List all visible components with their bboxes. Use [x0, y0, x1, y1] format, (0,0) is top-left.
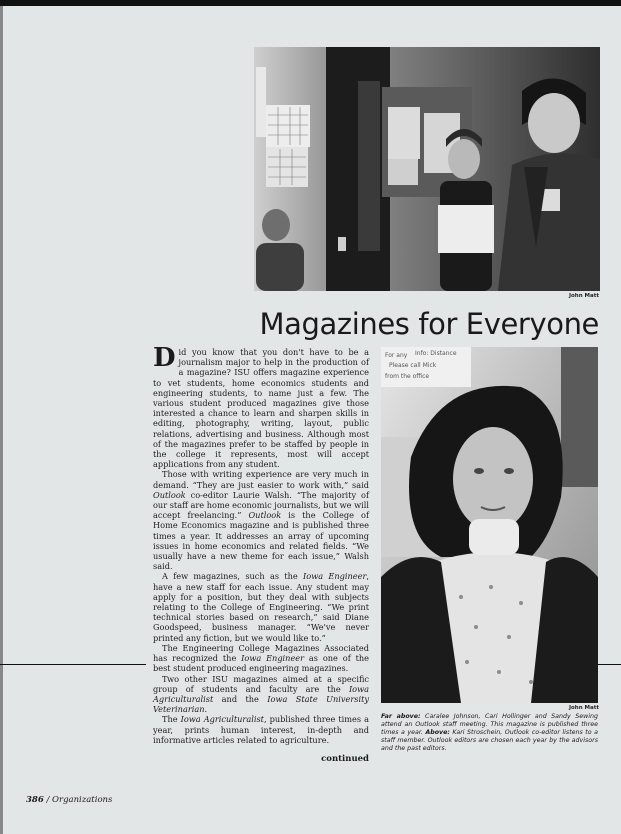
article-body	[153, 343, 369, 745]
p2-magazine-name-1: Outlook	[153, 489, 186, 500]
sign-text-2: Info: Distance	[415, 350, 457, 357]
top-scan-border	[0, 0, 621, 6]
p2-magazine-name-2: Outlook	[248, 510, 282, 521]
paragraph-1-text: id you know that you don't have to be a journalism major to help in the production of a magazine? ISU offers magazine experience to vet students, home economics students and engineering students, to name just a few. The various student produced magazines give those interested a chance to learn and sharpen skills in editing, photography, writing, layout, public relations, advertising and business. Although most of the magazines prefer to be staffed by people in the college it represents, most will accept applications from any student.	[153, 347, 369, 470]
p3-text-b: , have a new staff for each issue. Any student may apply for a position, but they deal with subjects relating to the College of Engineering. “We print technical stories based on research,” said Diane Goodspeed, business manager. “We've never printed any fiction, but we would like to.”	[153, 571, 369, 643]
article-paragraph-2	[153, 469, 369, 571]
sign-text-3: Please call Mick	[389, 362, 437, 369]
staff-meeting-photo-art	[254, 47, 600, 291]
article-paragraph-5	[153, 674, 369, 715]
article-paragraph-4	[153, 643, 369, 674]
p2-text-c: is the College of Home Economics magazine and is published three times a year. It addresses an array of upcoming issues in home economics and related fields. “We usually have a new theme for each issue,” Walsh said.	[153, 510, 369, 572]
continued-label: continued	[321, 754, 369, 764]
photo-credit-top: John Matt	[568, 293, 599, 299]
p3-magazine-name: Iowa Engineer	[303, 571, 367, 582]
staff-meeting-photo	[254, 47, 600, 291]
p2-text-b: co-editor Laurie Walsh. “The majority of our staff are home economic journalists, but we will accept freelancing.”	[153, 489, 369, 521]
p5-text-a: Two other ISU magazines aimed at a specific group of students and faculty are the	[153, 673, 369, 694]
p6-magazine-name: Iowa Agriculturalist	[180, 714, 264, 725]
photo-credit-bottom: John Matt	[568, 705, 599, 711]
folio-page-number: 386	[26, 795, 44, 805]
caption-far-above-label: Far above:	[381, 713, 421, 720]
p6-text-a: The	[162, 714, 181, 725]
caption-far-above-text: Caralee Johnson, Cari Hollinger and Sandy Sewing attend an Outlook staff meeting. This magazine is published three times a year.	[381, 713, 598, 737]
left-scan-edge	[0, 6, 3, 834]
p6-text-b: , published three times a year, prints human interest, in-depth and informative articles related to agriculture.	[153, 714, 369, 745]
page-title: Magazines for Everyone	[259, 307, 599, 341]
p4-magazine-name: Iowa Engineer	[241, 653, 305, 664]
folio-section: Organizations	[52, 795, 113, 805]
page-folio: 386 / Organizations	[26, 795, 113, 805]
p3-text-a: A few magazines, such as the	[162, 571, 304, 582]
divider-rule-left	[0, 664, 146, 665]
p5-magazine-name-2: Iowa State University Veterinarian.	[153, 693, 369, 715]
article-paragraph-6	[153, 714, 369, 745]
caption-above-label: Above:	[425, 729, 450, 737]
sign-text-1: For any	[385, 352, 408, 359]
drop-cap: D	[153, 343, 176, 373]
co-editor-photo-art	[381, 347, 598, 703]
caption-above-text: Kari Stroschein, Outlook co-editor listens to a staff member. Outlook editors are chosen each year by the advisors and the past editors.	[381, 729, 598, 753]
article-paragraph-3	[153, 571, 369, 642]
sign-text-4: from the office	[385, 373, 430, 380]
p5-magazine-name-1: Iowa Agriculturalist	[153, 683, 369, 704]
p4-text-b: as one of the best student produced engineering magazines.	[153, 653, 369, 674]
divider-rule-right	[598, 664, 621, 665]
article-paragraph-1	[153, 343, 369, 470]
p4-text-a: The Engineering College Magazines Associated has recognized the	[153, 642, 369, 664]
p5-text-b: and the	[213, 693, 268, 704]
p2-text-a: Those with writing experience are very much in demand. “They are just easier to work with,” said	[153, 469, 369, 490]
photo-caption	[381, 713, 598, 753]
co-editor-photo	[381, 347, 598, 703]
